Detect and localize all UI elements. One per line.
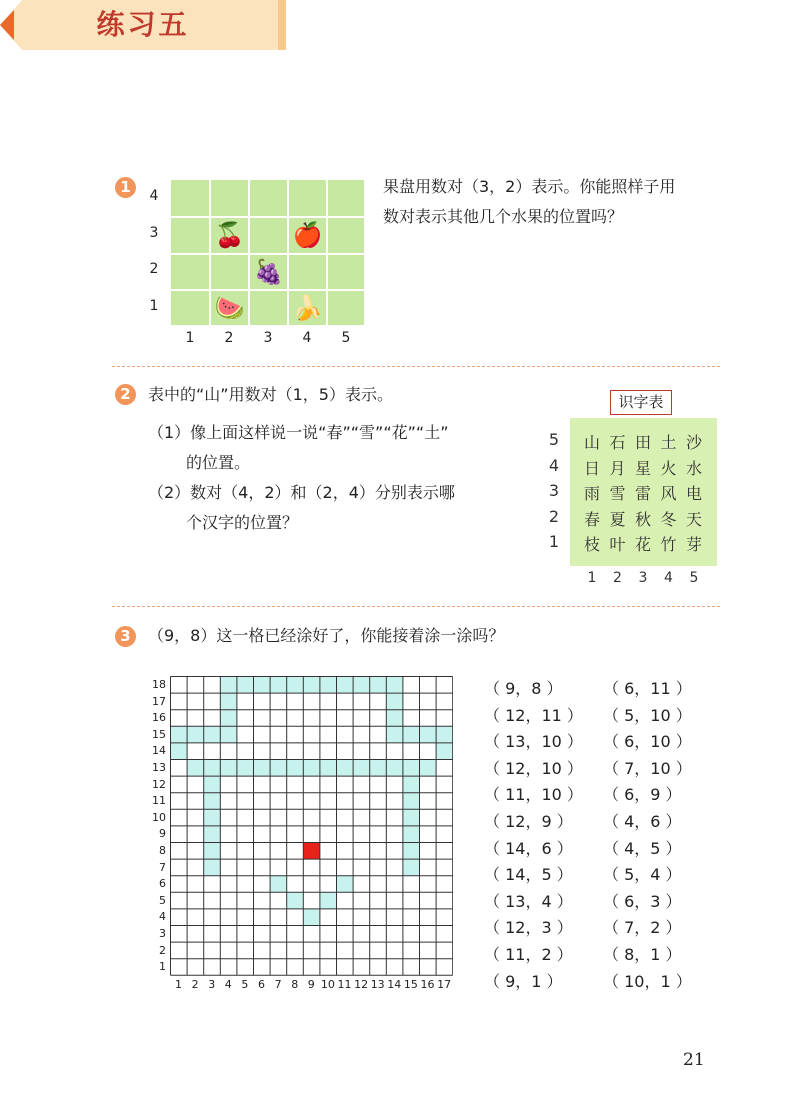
char-cell: 星 (634, 458, 651, 478)
row-label: 18 (152, 678, 166, 691)
filled-cell[interactable] (254, 760, 271, 777)
question-2-sub1-line1: （1）像上面这样说一说“春”“雪”“花”“土” (148, 423, 449, 442)
char-cell: 枝 (583, 535, 600, 554)
column-label: 15 (403, 977, 418, 991)
char-cell: 山 (583, 433, 600, 452)
cherry-icon: 🍒 (214, 220, 245, 249)
row-label: 13 (152, 761, 166, 774)
filled-cell[interactable] (320, 760, 337, 777)
y-axis-label: 3 (149, 224, 159, 241)
grid-line (171, 216, 364, 218)
y-axis-label: 4 (149, 188, 159, 204)
char-cell: 秋 (634, 509, 651, 529)
coordinate-pair-left: （ 9，1 ） (484, 971, 563, 991)
question-2-sub1-line2: 的位置。 (186, 453, 251, 472)
char-table-row-label: 2 (548, 506, 560, 526)
filled-cell[interactable] (303, 677, 320, 694)
filled-cell[interactable] (204, 776, 221, 793)
char-table-col-label: 3 (638, 570, 648, 586)
y-axis-label: 1 (149, 297, 159, 314)
filled-cell[interactable] (403, 760, 420, 777)
filled-cell[interactable] (287, 892, 304, 909)
row-label: 12 (152, 777, 166, 791)
row-label: 16 (152, 711, 166, 725)
coordinate-pair-left: （ 11，2 ） (484, 945, 573, 964)
filled-cell[interactable] (403, 859, 420, 876)
column-label: 3 (208, 977, 216, 991)
char-cell: 竹 (660, 535, 677, 554)
filled-cell[interactable] (171, 726, 188, 743)
coordinate-pair-right: （ 6，11 ） (603, 679, 692, 698)
column-label: 9 (307, 977, 315, 991)
coordinate-pair-right: （ 5，10 ） (603, 705, 692, 725)
coordinate-pair-right: （ 10，1 ） (603, 971, 692, 991)
filled-cell[interactable] (237, 677, 254, 694)
column-label: 14 (387, 977, 402, 991)
column-label: 4 (224, 977, 232, 991)
filled-cell[interactable] (386, 677, 403, 694)
filled-cell[interactable] (270, 760, 287, 777)
filled-cell[interactable] (337, 876, 354, 893)
start-cell[interactable] (303, 843, 320, 860)
coloring-grid[interactable] (170, 676, 453, 980)
filled-cell[interactable] (237, 760, 254, 777)
filled-cell[interactable] (403, 826, 420, 843)
row-label: 3 (159, 927, 166, 940)
column-label: 13 (370, 977, 385, 991)
char-table-row-label: 5 (548, 430, 560, 449)
filled-cell[interactable] (204, 809, 221, 826)
char-table-title: 识字表 (610, 390, 672, 415)
char-table-row-label: 1 (548, 532, 560, 551)
coordinate-pair-left: （ 9，8 ） (484, 679, 563, 698)
filled-cell[interactable] (436, 726, 453, 743)
char-cell: 芽 (685, 535, 702, 554)
char-table-col-label: 5 (689, 570, 699, 586)
row-label: 7 (159, 860, 166, 874)
fruit-grid (170, 179, 365, 326)
filled-cell[interactable] (254, 677, 271, 694)
filled-cell[interactable] (420, 726, 437, 743)
coordinate-pair-left: （ 13，4 ） (484, 891, 573, 911)
x-axis-label: 1 (185, 330, 195, 346)
filled-cell[interactable] (386, 760, 403, 777)
filled-cell[interactable] (337, 677, 354, 694)
coordinate-pair-right: （ 4，5 ） (603, 838, 682, 858)
filled-cell[interactable] (353, 760, 370, 777)
fruit-bowl-icon: 🍇 (253, 257, 284, 286)
char-cell: 风 (660, 484, 677, 503)
filled-cell[interactable] (386, 693, 403, 710)
filled-cell[interactable] (220, 726, 237, 743)
filled-cell[interactable] (171, 743, 188, 760)
row-label: 11 (152, 794, 166, 808)
column-label: 7 (274, 977, 282, 991)
filled-cell[interactable] (403, 776, 420, 793)
question-1-number: 1 (115, 177, 136, 198)
coordinate-pair-right: （ 5，4 ） (603, 865, 682, 885)
char-cell: 冬 (660, 509, 677, 529)
row-label: 14 (152, 744, 166, 758)
filled-cell[interactable] (403, 793, 420, 810)
question-3-text: （9，8）这一格已经涂好了，你能接着涂一涂吗？ (148, 626, 505, 645)
char-table-row-label: 4 (548, 455, 560, 475)
filled-cell[interactable] (204, 793, 221, 810)
char-cell: 天 (685, 509, 702, 529)
filled-cell[interactable] (370, 760, 387, 777)
filled-cell[interactable] (270, 677, 287, 694)
filled-cell[interactable] (187, 726, 204, 743)
question-1-text-line2: 数对表示其他几个水果的位置吗？ (383, 207, 624, 226)
char-cell: 花 (634, 535, 651, 554)
row-label: 8 (159, 844, 166, 857)
char-cell: 月 (609, 458, 626, 478)
divider (112, 366, 720, 367)
column-label: 1 (175, 977, 182, 991)
coordinate-pair-left: （ 12，11 ） (484, 705, 583, 725)
column-label: 17 (437, 977, 452, 991)
filled-cell[interactable] (187, 760, 204, 777)
coordinate-pair-right: （ 6，10 ） (603, 732, 692, 752)
filled-cell[interactable] (220, 677, 237, 694)
char-cell: 沙 (685, 433, 702, 452)
char-cell: 雷 (634, 484, 651, 503)
filled-cell[interactable] (370, 677, 387, 694)
question-2-number: 2 (115, 384, 136, 405)
filled-cell[interactable] (204, 826, 221, 843)
page-title: 练习五 (96, 8, 190, 41)
coordinate-pair-left: （ 12，3 ） (484, 918, 573, 938)
row-label: 2 (159, 943, 166, 957)
coordinate-pair-right: （ 7，2 ） (603, 918, 682, 938)
coordinate-pair-right: （ 8，1 ） (603, 945, 682, 964)
char-table-col-label: 2 (613, 570, 622, 586)
coordinate-pair-left: （ 11，10 ） (484, 785, 583, 805)
filled-cell[interactable] (287, 677, 304, 694)
coordinate-pair-left: （ 13，10 ） (484, 732, 583, 752)
filled-cell[interactable] (303, 909, 320, 926)
filled-cell[interactable] (403, 843, 420, 860)
coloring-grid-svg[interactable] (170, 676, 453, 976)
divider (112, 606, 720, 607)
column-label: 12 (354, 977, 369, 991)
char-cell: 日 (583, 458, 600, 478)
column-label: 10 (320, 977, 335, 991)
page-number: 21 (683, 1050, 705, 1070)
filled-cell[interactable] (220, 710, 237, 727)
char-cell: 火 (660, 458, 677, 478)
y-axis-label: 2 (149, 261, 159, 277)
coordinate-pair-left: （ 12，10 ） (484, 758, 583, 778)
filled-cell[interactable] (386, 710, 403, 727)
filled-cell[interactable] (220, 693, 237, 710)
column-label: 5 (241, 977, 249, 991)
coordinate-pair-right: （ 7，10 ） (603, 758, 692, 778)
question-3-number: 3 (115, 626, 136, 647)
coordinate-pair-left: （ 12，9 ） (484, 812, 573, 831)
question-2-intro: 表中的“山”用数对（1，5）表示。 (148, 385, 393, 404)
coordinate-pair-right: （ 6，3 ） (603, 891, 682, 911)
question-2-sub2-line2: 个汉字的位置？ (186, 513, 299, 532)
coordinate-pair-left: （ 14，6 ） (484, 838, 573, 858)
row-label: 9 (159, 827, 166, 841)
row-label: 15 (152, 727, 166, 741)
filled-cell[interactable] (287, 760, 304, 777)
question-2-sub2-line1: （2）数对（4，2）和（2，4）分别表示哪 (148, 483, 455, 502)
apple-icon: 🍎 (292, 220, 323, 249)
question-1-text-line1: 果盘用数对（3，2）表示。你能照样子用 (383, 177, 676, 196)
char-cell: 雪 (609, 484, 626, 503)
row-label: 1 (159, 960, 166, 974)
filled-cell[interactable] (320, 677, 337, 694)
char-cell: 夏 (609, 509, 626, 529)
column-label: 16 (420, 977, 435, 991)
title-banner (0, 0, 286, 50)
filled-cell[interactable] (436, 743, 453, 760)
filled-cell[interactable] (337, 760, 354, 777)
watermelon-icon: 🍉 (214, 294, 245, 323)
char-table-col-label: 1 (587, 570, 597, 586)
char-cell: 石 (609, 433, 626, 452)
filled-cell[interactable] (204, 859, 221, 876)
row-label: 4 (159, 910, 166, 924)
filled-cell[interactable] (420, 760, 437, 777)
row-label: 5 (159, 893, 166, 907)
filled-cell[interactable] (403, 809, 420, 826)
char-cell: 水 (685, 458, 702, 478)
x-axis-label: 5 (341, 330, 351, 346)
filled-cell[interactable] (270, 876, 287, 893)
char-table-col-label: 4 (664, 570, 673, 586)
coordinate-pair-left: （ 14，5 ） (484, 865, 573, 885)
row-label: 10 (152, 810, 166, 824)
banana-icon: 🍌 (292, 294, 323, 323)
coordinate-pair-right: （ 6，9 ） (603, 785, 682, 805)
column-label: 8 (291, 977, 299, 991)
char-cell: 雨 (583, 484, 600, 503)
char-cell: 土 (660, 433, 677, 452)
char-table-row-label: 3 (548, 481, 560, 500)
x-axis-label: 2 (224, 330, 234, 346)
column-label: 6 (258, 977, 265, 991)
x-axis-label: 3 (263, 330, 273, 346)
filled-cell[interactable] (303, 760, 320, 777)
filled-cell[interactable] (220, 760, 237, 777)
filled-cell[interactable] (386, 726, 403, 743)
row-label: 6 (159, 877, 166, 891)
column-label: 11 (337, 977, 352, 991)
column-label: 2 (191, 977, 199, 991)
filled-cell[interactable] (204, 843, 221, 860)
char-cell: 叶 (609, 535, 626, 554)
x-axis-label: 4 (302, 330, 312, 346)
filled-cell[interactable] (320, 892, 337, 909)
filled-cell[interactable] (353, 677, 370, 694)
char-cell: 田 (634, 433, 651, 452)
filled-cell[interactable] (204, 760, 221, 777)
filled-cell[interactable] (403, 726, 420, 743)
char-cell: 电 (685, 484, 702, 503)
coordinate-pair-right: （ 4，6 ） (603, 812, 682, 831)
row-label: 17 (152, 694, 166, 708)
char-cell: 春 (583, 509, 600, 529)
filled-cell[interactable] (204, 726, 221, 743)
